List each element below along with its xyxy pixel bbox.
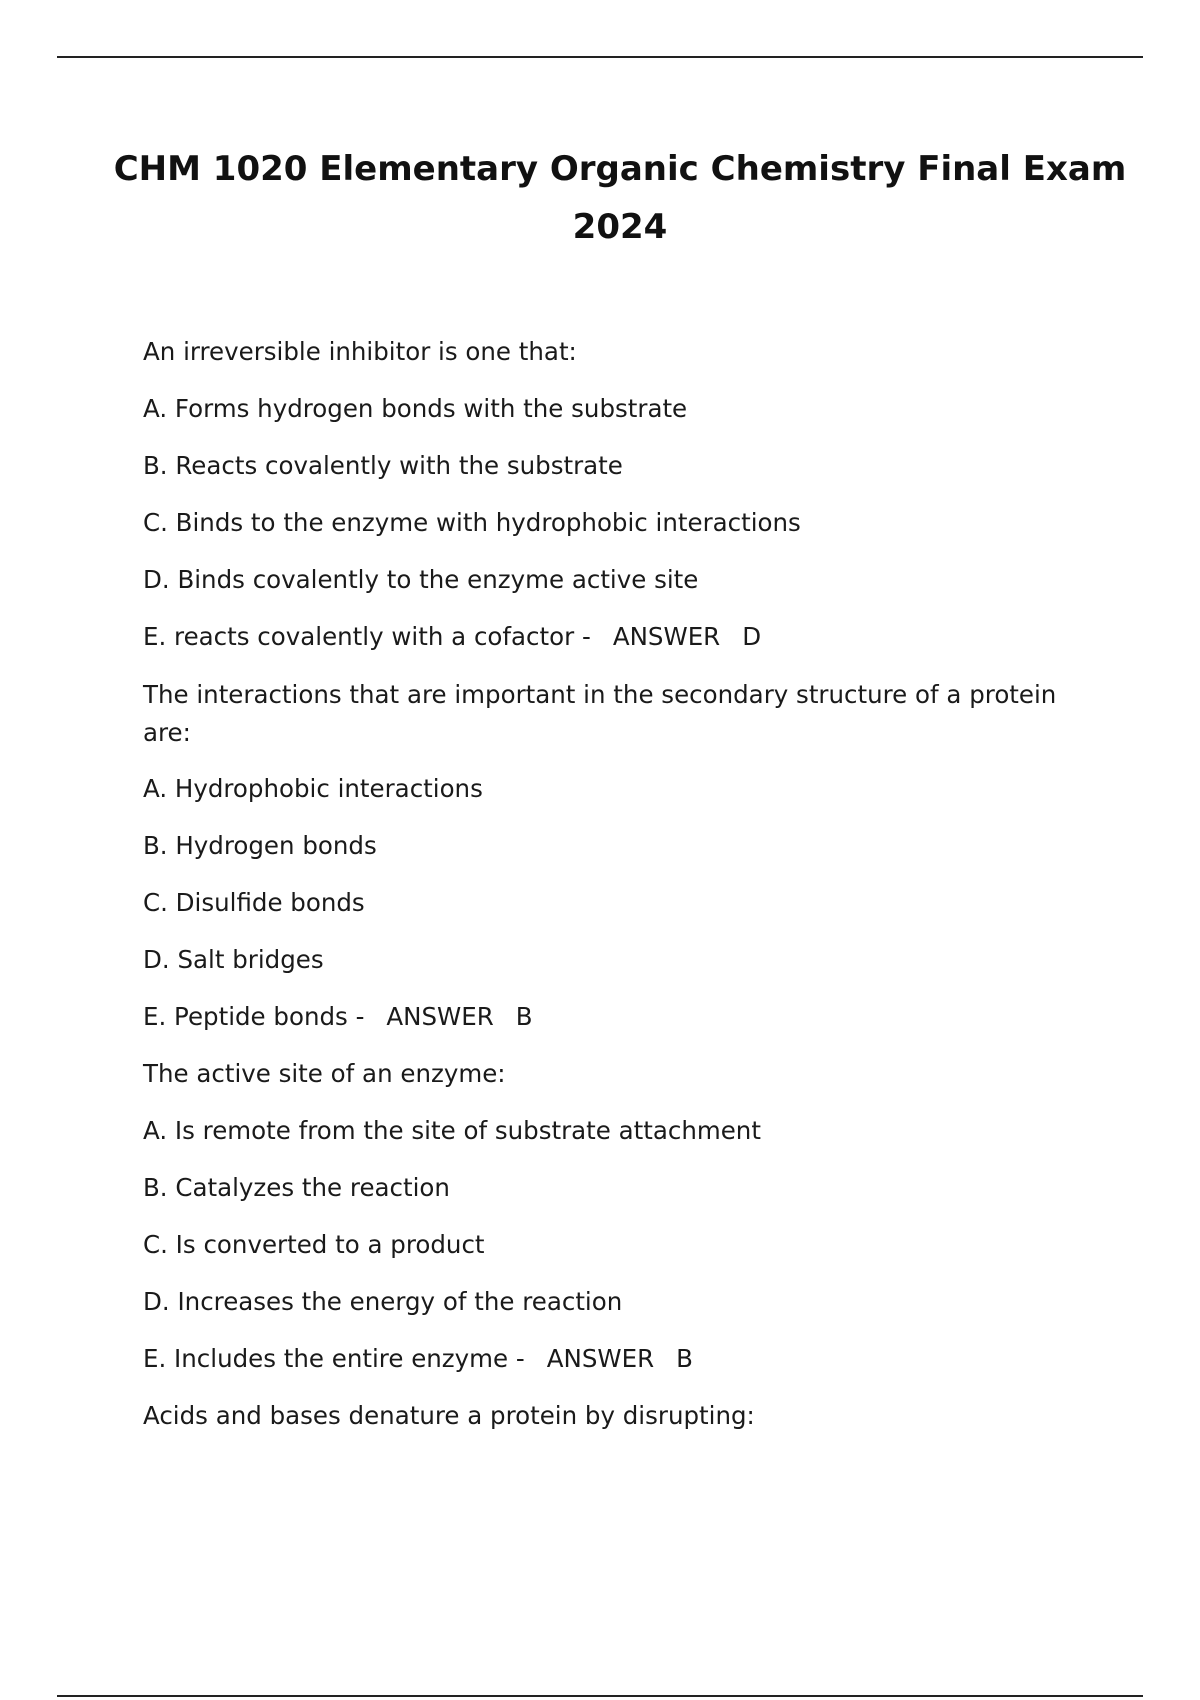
answer-option-text: E. Includes the entire enzyme -: [143, 1344, 525, 1373]
answer-option-with-key: [143, 1341, 1103, 1377]
question-prompt: Acids and bases denature a protein by disrupting:: [143, 1401, 755, 1430]
answer-option: B. Hydrogen bonds: [143, 831, 377, 860]
answer-label: ANSWER: [546, 1344, 655, 1373]
answer-option: C. Is converted to a product: [143, 1230, 485, 1259]
answer-option: D. Increases the energy of the reaction: [143, 1287, 623, 1316]
answer-option: C. Binds to the enzyme with hydrophobic interactions: [143, 508, 801, 537]
answer-option: D. Binds covalently to the enzyme active site: [143, 565, 699, 594]
answer-option: A. Is remote from the site of substrate attachment: [143, 1116, 761, 1145]
answer-option: B. Reacts covalently with the substrate: [143, 451, 623, 480]
question-block: [143, 334, 1103, 655]
question-block: [143, 1056, 1103, 1377]
answer-key: D: [742, 622, 762, 651]
answer-option-text: E. Peptide bonds -: [143, 1002, 365, 1031]
answer-label: ANSWER: [386, 1002, 494, 1031]
question-block: [143, 676, 1103, 1035]
exam-content: [143, 334, 1103, 1455]
document-title: CHM 1020 Elementary Organic Chemistry Final Exam 2024: [113, 149, 1127, 247]
answer-option: B. Catalyzes the reaction: [143, 1173, 450, 1202]
answer-option: C. Disulfide bonds: [143, 888, 365, 917]
bottom-divider: [57, 1695, 1143, 1697]
question-block: [143, 1398, 1103, 1434]
question-prompt: The active site of an enzyme:: [143, 1059, 506, 1088]
answer-option-with-key: [143, 999, 1103, 1035]
answer-key: B: [676, 1344, 693, 1373]
answer-option: A. Hydrophobic interactions: [143, 774, 483, 803]
answer-option-with-key: [143, 619, 1103, 655]
answer-option: D. Salt bridges: [143, 945, 324, 974]
answer-label: ANSWER: [612, 622, 721, 651]
answer-option-text: E. reacts covalently with a cofactor -: [143, 622, 591, 651]
question-prompt: An irreversible inhibitor is one that:: [143, 337, 577, 366]
answer-key: B: [515, 1002, 533, 1031]
top-divider: [57, 56, 1143, 58]
answer-option: A. Forms hydrogen bonds with the substrate: [143, 394, 688, 423]
question-prompt: The interactions that are important in the secondary structure of a protein are:: [143, 680, 1057, 747]
